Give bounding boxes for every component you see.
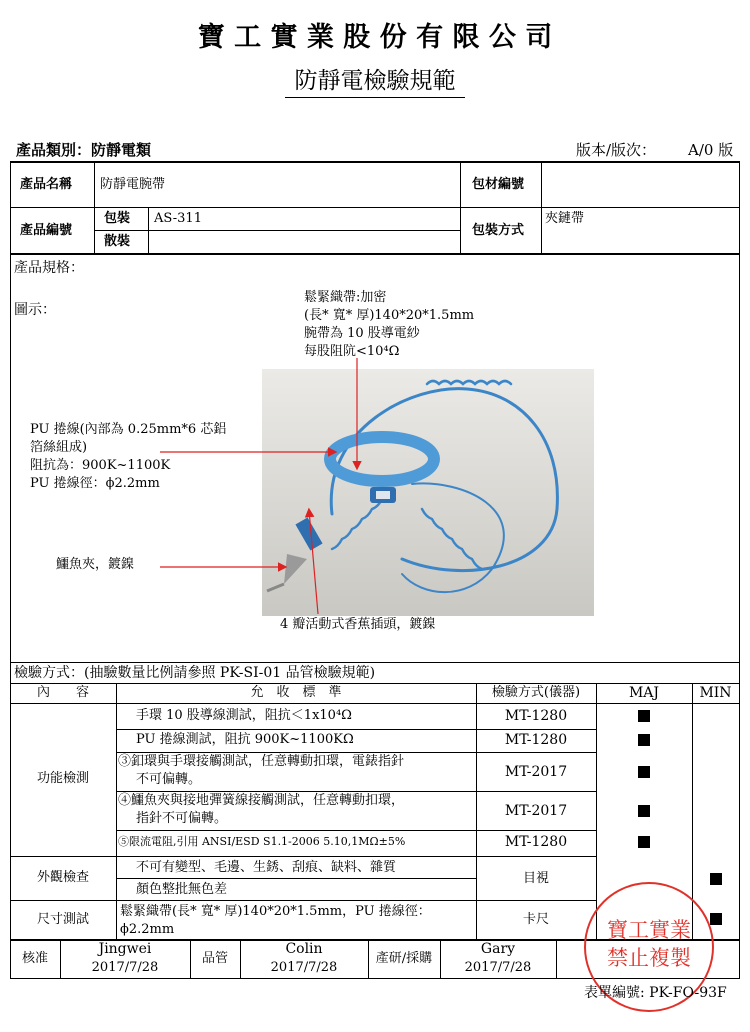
product-name-value: 防靜電腕帶 (100, 177, 166, 192)
col-content: 內 容 (36, 685, 89, 700)
table-row-method: MT-1280 (504, 834, 568, 850)
table-row-method: MT-1280 (504, 732, 568, 748)
rd-date: 2017/7/28 (464, 960, 532, 975)
maj-mark (638, 805, 650, 817)
product-code-label: 產品編號 (20, 223, 73, 238)
table-row-standard: ⑤限流電阻,引用 ANSI/ESD S1.1-2006 5.10,1MΩ±5% (118, 835, 406, 848)
pack-method-value: 夾鏈帶 (545, 211, 585, 226)
table-row-standard: ④鱷魚夾與接地彈簧線接觸測試，任意轉動扣環， (118, 793, 405, 808)
callout-band-line4: 每股阻阬<10⁴Ω (304, 344, 400, 359)
callout-band-line1: 鬆緊織帶:加密 (304, 290, 387, 305)
copy-prohibited-stamp: 寶工實業 禁止複製 (584, 882, 714, 1012)
qc-name: Colin (285, 941, 323, 957)
callout-cord-line4: PU 捲線徑：ϕ2.2mm (30, 476, 160, 491)
col-method: 檢驗方式(儀器) (491, 685, 581, 700)
table-row-standard: 不可有變型、毛邊、生銹、刮痕、缺料、雜質 (136, 860, 397, 875)
callout-band-line3: 腕帶為 10 股導電紗 (304, 326, 420, 341)
package-value: AS-311 (154, 211, 202, 226)
table-row-method: MT-2017 (504, 803, 568, 819)
package-label: 包裝 (104, 211, 131, 226)
version-label: 版本/版次： (576, 141, 657, 159)
callout-band-line2: (長* 寬* 厚)140*20*1.5mm (304, 308, 475, 323)
group-appearance: 外觀檢查 (36, 870, 89, 885)
qc-label: 品管 (201, 951, 228, 966)
callout-clip: 鱷魚夾，鍍鎳 (56, 557, 135, 572)
maj-mark (638, 766, 650, 778)
maj-mark (638, 836, 650, 848)
company-name: 寶 工 實 業 股 份 有 限 公 司 (197, 22, 553, 53)
form-number: 表單編號: PK-FO-93F (584, 985, 727, 1001)
table-row-standard: PU 捲線測試，阻抗 900K~1100KΩ (136, 732, 354, 747)
material-label: 包材編號 (472, 177, 525, 192)
maj-mark (638, 734, 650, 746)
approve-label: 核准 (21, 951, 48, 966)
category-label: 產品類別：防靜電類 (16, 141, 152, 159)
table-row-standard: ③釦環與手環接觸測試，任意轉動扣環，電錶指針 (118, 754, 405, 769)
table-row-method: MT-1280 (504, 708, 568, 724)
col-min: MIN (699, 685, 732, 701)
group-size: 尺寸測試 (36, 912, 89, 927)
bulk-label: 散裝 (104, 234, 131, 249)
qc-date: 2017/7/28 (270, 960, 338, 975)
approve-date: 2017/7/28 (91, 960, 159, 975)
table-row-standard-cont: 指針不可偏轉。 (136, 811, 228, 826)
approve-name: Jingwei (98, 941, 152, 957)
product-name-label: 產品名稱 (20, 177, 73, 192)
col-standard: 允 收 標 準 (250, 685, 342, 700)
pack-method-label: 包裝方式 (472, 223, 525, 238)
table-row-standard-cont: 不可偏轉。 (136, 772, 202, 787)
rd-name: Gary (480, 941, 516, 957)
table-row-standard-cont: ϕ2.2mm (120, 922, 175, 937)
doc-title: 防靜電檢驗規範 (294, 68, 456, 94)
group-function: 功能檢測 (36, 771, 89, 786)
table-row-standard-cont: 顏色整批無色差 (136, 882, 228, 897)
callout-plug: 4 瓣活動式香蕉插頭，鍍鎳 (280, 617, 436, 632)
table-row-standard: 鬆緊織帶(長* 寬* 厚)140*20*1.5mm，PU 捲線徑： (120, 904, 431, 919)
version-value: A/0 版 (688, 141, 734, 159)
figure-label: 圖示： (14, 302, 56, 318)
callout-cord-line2: 箔絲組成) (30, 440, 88, 455)
callout-cord-line3: 阻抗為：900K~1100K (30, 458, 171, 473)
min-mark (710, 873, 722, 885)
table-row-standard: 手環 10 股導線測試，阻抗＜1x10⁴Ω (136, 708, 352, 723)
table-row-method: 目視 (522, 871, 549, 886)
rd-label: 產研/採購 (375, 951, 433, 966)
table-row-method: 卡尺 (522, 912, 549, 927)
spec-title: 產品規格： (14, 260, 84, 276)
maj-mark (638, 710, 650, 722)
callout-cord-line1: PU 捲線(內部為 0.25mm*6 芯鋁 (30, 422, 227, 437)
table-row-method: MT-2017 (504, 764, 568, 780)
inspection-title: 檢驗方式：(抽驗數量比例請參照 PK-SI-01 品管檢驗規範) (14, 665, 376, 681)
col-maj: MAJ (628, 685, 660, 701)
